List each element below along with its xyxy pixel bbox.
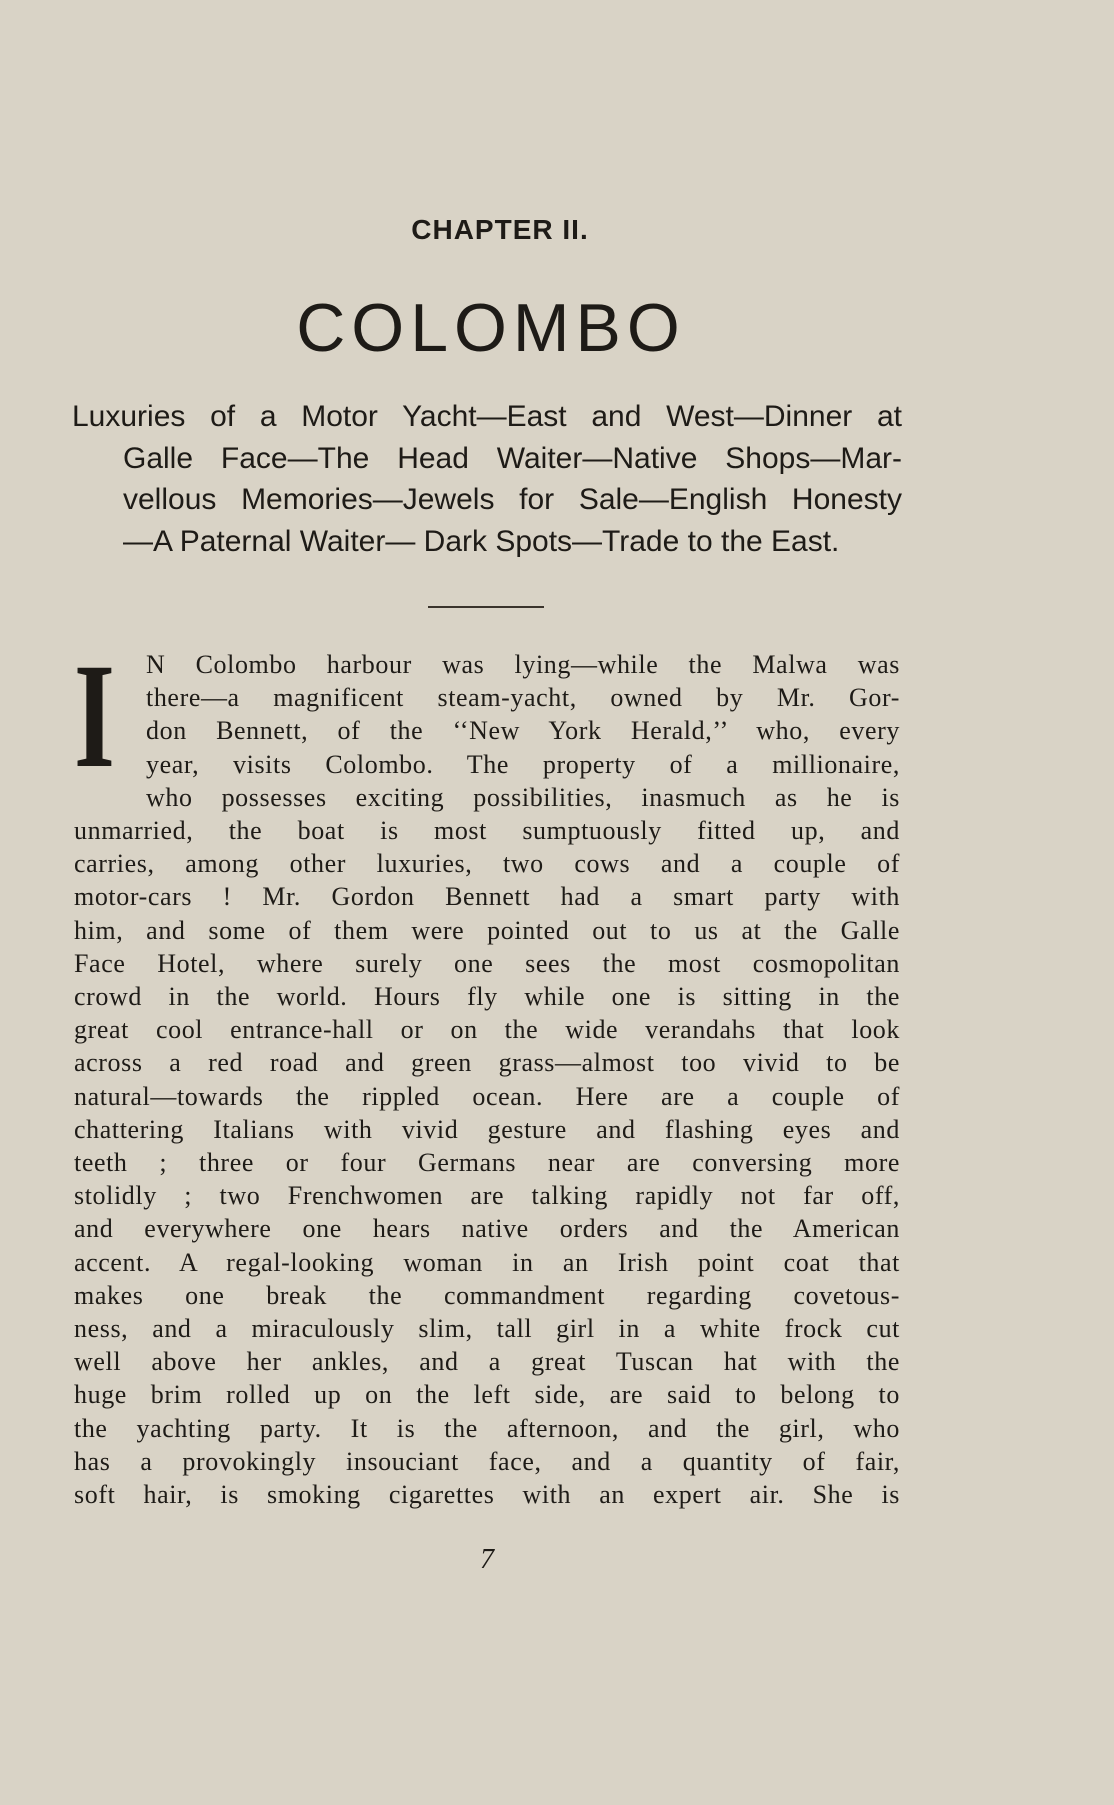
synopsis-line: vellous Memories—Jewels for Sale—English Honesty	[123, 483, 902, 516]
body-line: who possesses exciting possibilities, inasmuch as he is	[146, 782, 900, 812]
body-text	[74, 633, 900, 1511]
drop-cap: I	[74, 633, 115, 799]
body-line: soft hair, is smoking cigarettes with an expert air. She is	[74, 1480, 900, 1510]
body-line: the yachting party. It is the afternoon, and the girl, who	[74, 1413, 900, 1443]
body-line: stolidly ; two Frenchwomen are talking rapidly not far off,	[74, 1181, 900, 1211]
body-line: and everywhere one hears native orders and the American	[74, 1214, 900, 1244]
body-line: well above her ankles, and a great Tuscan hat with the	[74, 1347, 900, 1377]
body-line: makes one break the commandment regarding covetous-	[74, 1280, 900, 1310]
body-line: Face Hotel, where surely one sees the most cosmopolitan	[74, 948, 900, 978]
body-line: huge brim rolled up on the left side, are said to belong to	[74, 1380, 900, 1410]
body-line: N Colombo harbour was lying—while the Malwa was	[146, 650, 900, 679]
body-line: across a red road and green grass—almost too vivid to be	[74, 1048, 900, 1078]
body-line: accent. A regal-looking woman in an Irish point coat that	[74, 1247, 900, 1277]
body-line: year, visits Colombo. The property of a millionaire,	[146, 749, 900, 779]
chapter-title: COLOMBO	[296, 290, 686, 366]
body-line: teeth ; three or four Germans near are conversing more	[74, 1148, 900, 1178]
chapter-label: CHAPTER II.	[411, 214, 589, 245]
body-line: has a provokingly insouciant face, and a quantity of fair,	[74, 1446, 900, 1476]
body-line: great cool entrance-hall or on the wide verandahs that look	[74, 1015, 900, 1045]
body-line: don Bennett, of the ‘‘New York Herald,’’ who, every	[146, 716, 900, 746]
body-line: unmarried, the boat is most sumptuously fitted up, and	[74, 816, 900, 846]
body-line: there—a magnificent steam-yacht, owned by Mr. Gor-	[146, 683, 900, 713]
synopsis-line: Luxuries of a Motor Yacht—East and West—Dinner at	[72, 400, 902, 433]
body-line: ness, and a miraculously slim, tall girl in a white frock cut	[74, 1314, 900, 1344]
body-line: chattering Italians with vivid gesture and flashing eyes and	[74, 1114, 900, 1144]
synopsis-line: Galle Face—The Head Waiter—Native Shops—Mar-	[123, 441, 902, 475]
synopsis-line: —A Paternal Waiter— Dark Spots—Trade to the East.	[123, 524, 840, 558]
chapter-synopsis	[72, 396, 902, 562]
body-line: him, and some of them were pointed out to us at the Galle	[74, 915, 900, 945]
body-line: natural—towards the rippled ocean. Here are a couple of	[74, 1081, 900, 1111]
section-divider	[428, 606, 544, 608]
body-line: motor-cars ! Mr. Gordon Bennett had a smart party with	[74, 882, 900, 912]
body-line: crowd in the world. Hours fly while one is sitting in the	[74, 982, 900, 1012]
body-line: carries, among other luxuries, two cows and a couple of	[74, 849, 900, 879]
page-number: 7	[480, 1544, 494, 1575]
